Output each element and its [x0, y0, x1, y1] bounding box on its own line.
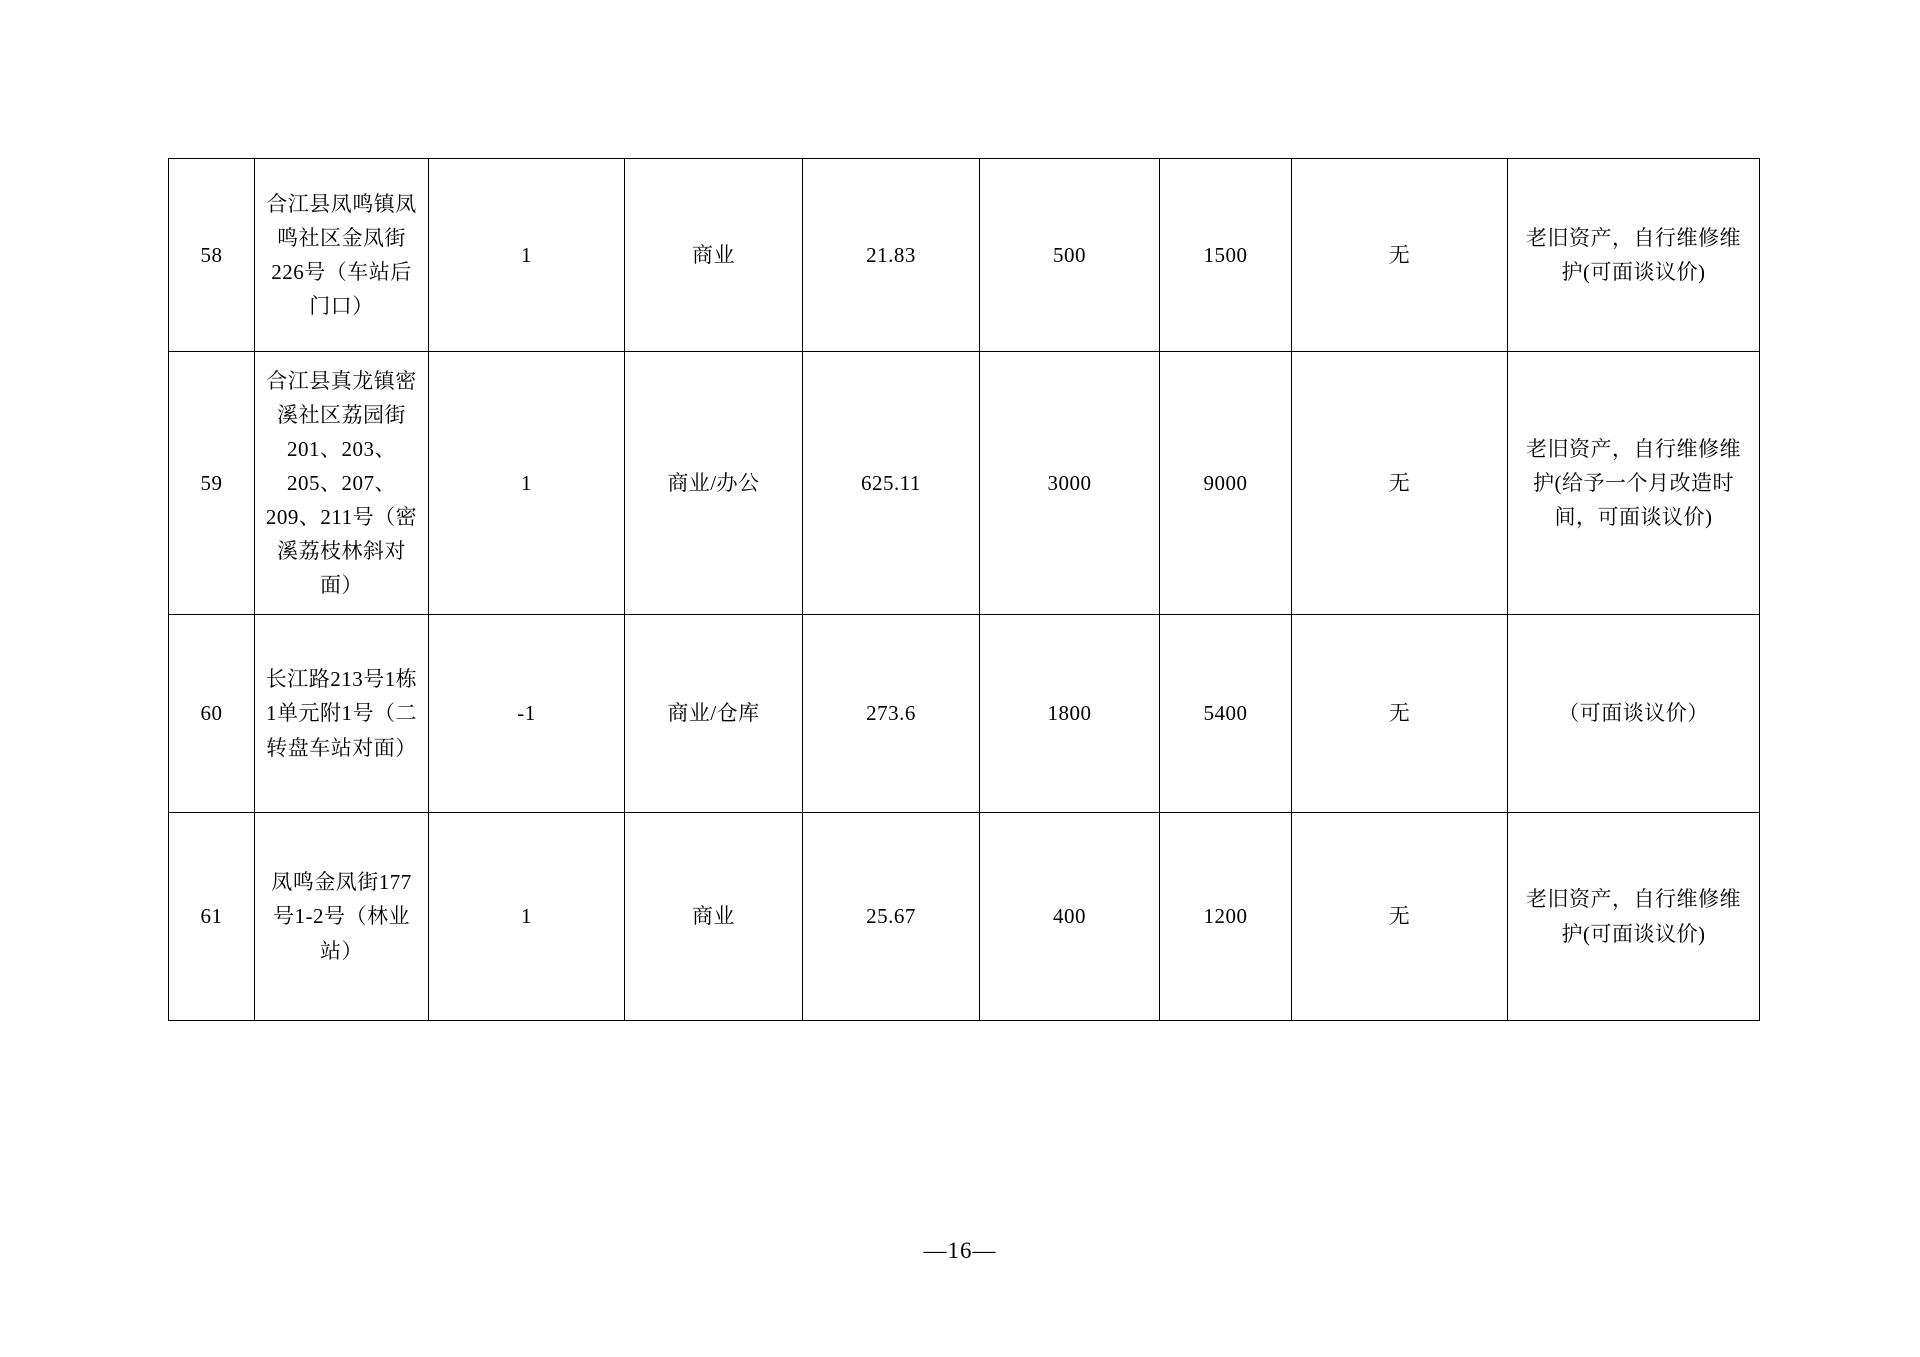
cell-price2: 1500: [1160, 159, 1292, 352]
cell-attachment: 无: [1292, 813, 1508, 1021]
cell-price2: 9000: [1160, 352, 1292, 615]
cell-attachment: 无: [1292, 159, 1508, 352]
cell-floor: 1: [429, 352, 625, 615]
cell-area: 273.6: [803, 615, 980, 813]
cell-remark: 老旧资产，自行维修维护(给予一个月改造时间，可面谈议价): [1508, 352, 1760, 615]
asset-table: [168, 158, 1760, 1021]
cell-address: 合江县真龙镇密溪社区荔园街201、203、205、207、209、211号（密溪荔枝林斜对面）: [255, 352, 429, 615]
cell-index: 60: [169, 615, 255, 813]
cell-use: 商业/办公: [625, 352, 803, 615]
cell-attachment: 无: [1292, 352, 1508, 615]
cell-price1: 3000: [980, 352, 1160, 615]
cell-index: 59: [169, 352, 255, 615]
cell-address: 凤鸣金凤街177号1-2号（林业站）: [255, 813, 429, 1021]
cell-price1: 500: [980, 159, 1160, 352]
cell-remark: 老旧资产，自行维修维护(可面谈议价): [1508, 159, 1760, 352]
cell-floor: -1: [429, 615, 625, 813]
cell-price1: 400: [980, 813, 1160, 1021]
cell-price2: 5400: [1160, 615, 1292, 813]
asset-table-container: [168, 158, 1759, 1021]
cell-index: 58: [169, 159, 255, 352]
cell-remark: 老旧资产，自行维修维护(可面谈议价): [1508, 813, 1760, 1021]
table-row: [169, 159, 1760, 352]
table-row: [169, 352, 1760, 615]
cell-address: 合江县凤鸣镇凤鸣社区金凤街226号（车站后门口）: [255, 159, 429, 352]
cell-area: 625.11: [803, 352, 980, 615]
cell-remark: （可面谈议价）: [1508, 615, 1760, 813]
cell-address: 长江路213号1栋1单元附1号（二转盘车站对面）: [255, 615, 429, 813]
cell-attachment: 无: [1292, 615, 1508, 813]
cell-floor: 1: [429, 159, 625, 352]
cell-price2: 1200: [1160, 813, 1292, 1021]
cell-use: 商业: [625, 813, 803, 1021]
cell-floor: 1: [429, 813, 625, 1021]
cell-use: 商业: [625, 159, 803, 352]
table-row: [169, 813, 1760, 1021]
table-row: [169, 615, 1760, 813]
cell-index: 61: [169, 813, 255, 1021]
page-number: —16—: [923, 1238, 997, 1263]
cell-use: 商业/仓库: [625, 615, 803, 813]
cell-area: 25.67: [803, 813, 980, 1021]
cell-area: 21.83: [803, 159, 980, 352]
cell-price1: 1800: [980, 615, 1160, 813]
